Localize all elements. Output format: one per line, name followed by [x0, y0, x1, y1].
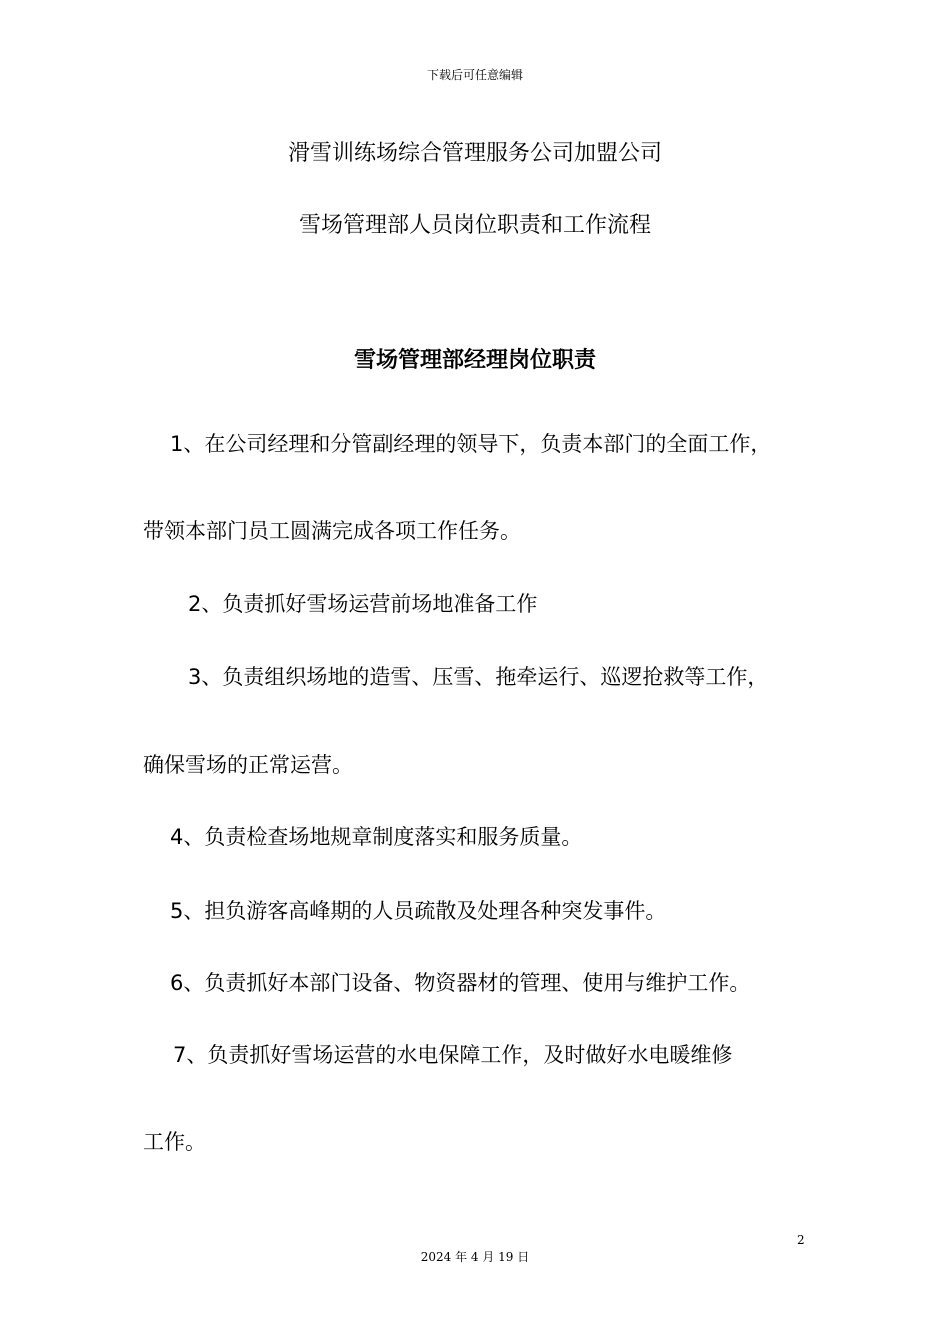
duty-item-1-line-2: 带领本部门员工圆满完成各项工作任务。: [143, 519, 521, 543]
duty-item-2: 2、负责抓好雪场运营前场地准备工作: [188, 592, 538, 616]
document-title: 滑雪训练场综合管理服务公司加盟公司: [287, 141, 662, 166]
page-number: 2: [797, 1233, 805, 1247]
duty-item-7-line-2: 工作。: [143, 1130, 206, 1154]
document-subtitle: 雪场管理部人员岗位职责和工作流程: [298, 213, 651, 238]
header-note: 下载后可任意编辑: [426, 68, 523, 82]
duty-item-4: 4、负责检查场地规章制度落实和服务质量。: [170, 825, 583, 849]
duty-item-1-line-1: 1、在公司经理和分管副经理的领导下，负责本部门的全面工作，: [170, 432, 772, 456]
duty-item-7-line-1: 7、负责抓好雪场运营的水电保障工作，及时做好水电暖维修: [173, 1043, 733, 1067]
duty-item-3-line-2: 确保雪场的正常运营。: [143, 753, 353, 777]
duty-item-5: 5、担负游客高峰期的人员疏散及处理各种突发事件。: [170, 899, 667, 923]
duty-item-3-line-1: 3、负责组织场地的造雪、压雪、拖牵运行、巡逻抢救等工作，: [188, 665, 769, 689]
duty-item-6: 6、负责抓好本部门设备、物资器材的管理、使用与维护工作。: [170, 971, 751, 995]
section-heading: 雪场管理部经理岗位职责: [353, 348, 596, 373]
footer-date: 2024 年 4 月 19 日: [420, 1250, 530, 1264]
